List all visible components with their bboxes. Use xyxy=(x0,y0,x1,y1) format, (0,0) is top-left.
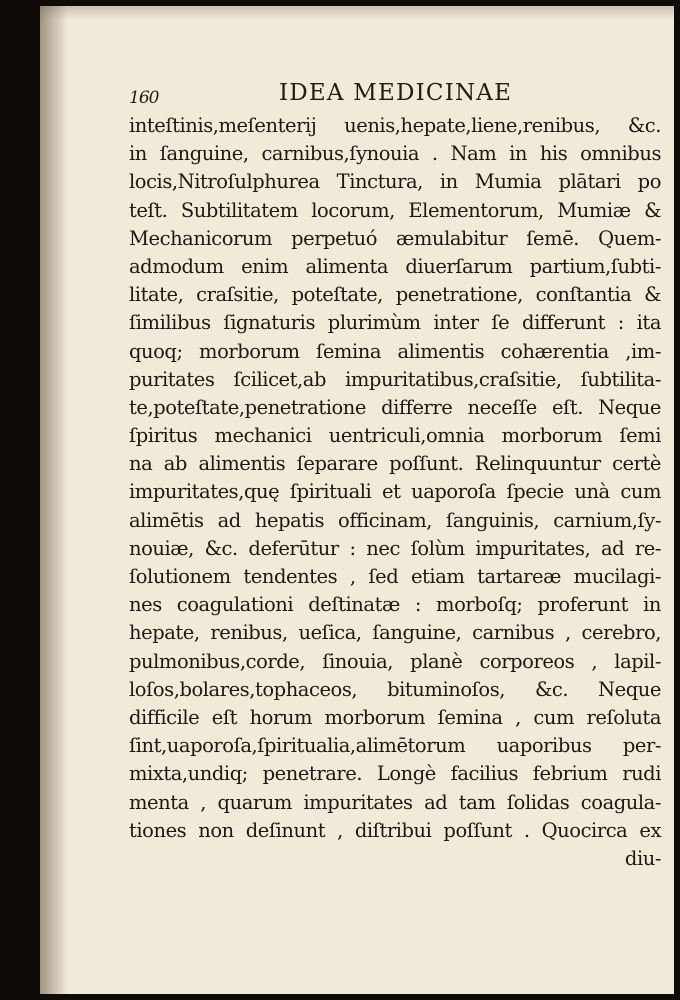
text-line: pulmonibus,corde, ſinouia, planè corporeos , lapil- xyxy=(129,649,661,673)
text-line: impuritates,quę ſpirituali et uaporoſa ſpecie unà cum xyxy=(129,480,661,504)
text-line: loſos,bolares,tophaceos, bituminoſos, &c. Neque xyxy=(129,677,661,701)
text-line: na ab alimentis ſeparare poſſunt. Relinquuntur certè xyxy=(129,452,661,476)
body-text xyxy=(129,112,661,873)
text-line: te,poteſtate,penetratione differre neceſſe eſt. Neque xyxy=(129,395,661,419)
text-line: tiones non deſinunt , diſtribui poſſunt . Quocirca ex xyxy=(129,818,661,842)
text-line: mixta,undiq; penetrare. Longè facilius febrium rudi xyxy=(129,762,661,786)
text-line: ſimilibus ſignaturis plurimùm inter ſe differunt : ita xyxy=(129,311,661,335)
running-title: IDEA MEDICINAE xyxy=(279,80,513,106)
page-number: 160 xyxy=(129,88,159,108)
text-line: teſt. Subtilitatem locorum, Elementorum, Mumiæ & xyxy=(129,198,661,222)
text-line: ſolutionem tendentes , ſed etiam tartareæ mucilagi- xyxy=(129,565,661,588)
text-line: menta , quarum impuritates ad tam ſolidas coagula- xyxy=(129,790,661,814)
page-header xyxy=(129,76,599,114)
text-line: difficile eſt horum morborum ſemina , cum reſoluta xyxy=(129,705,661,729)
text-line: admodum enim alimenta diuerſarum partium,ſubti- xyxy=(129,254,661,278)
page-edge xyxy=(674,6,680,994)
text-line: hepate, renibus, ueſica, ſanguine, carnibus , cerebro, xyxy=(129,621,661,645)
text-line: nes coagulationi deſtinatæ : morboſq; proferunt in xyxy=(129,593,661,617)
text-line: Mechanicorum perpetuó æmulabitur ſemē. Quem- xyxy=(129,226,661,250)
top-edge-shadow xyxy=(40,6,680,20)
text-line: nouiæ, &c. deferūtur : nec ſolùm impuritates, ad re- xyxy=(129,536,661,560)
text-line: in ſanguine, carnibus,ſynouia . Nam in his omnibus xyxy=(129,142,661,166)
gutter-shadow xyxy=(40,6,68,994)
text-line: inteſtinis,meſenterij uenis,hepate,liene,renibus, &c. xyxy=(129,114,661,137)
text-line: locis,Nitroſulphurea Tinctura, in Mumia plātari po xyxy=(129,170,661,194)
book-page xyxy=(40,6,680,994)
text-line: alimētis ad hepatis officinam, ſanguinis, carnium,ſy- xyxy=(129,508,661,532)
text-line: ſpiritus mechanici uentriculi,omnia morborum ſemi xyxy=(129,424,661,448)
text-line: ſint,uaporoſa,ſpiritualia,alimētorum uaporibus per- xyxy=(129,734,661,758)
catchword: diu- xyxy=(624,846,661,870)
text-line: litate, craſsitie, poteſtate, penetratione, conſtantia & xyxy=(129,283,661,307)
text-line: quoq; morborum ſemina alimentis cohærentia ,im- xyxy=(129,339,661,363)
text-line: puritates ſcilicet,ab impuritatibus,craſsitie, ſubtilita- xyxy=(129,367,661,391)
